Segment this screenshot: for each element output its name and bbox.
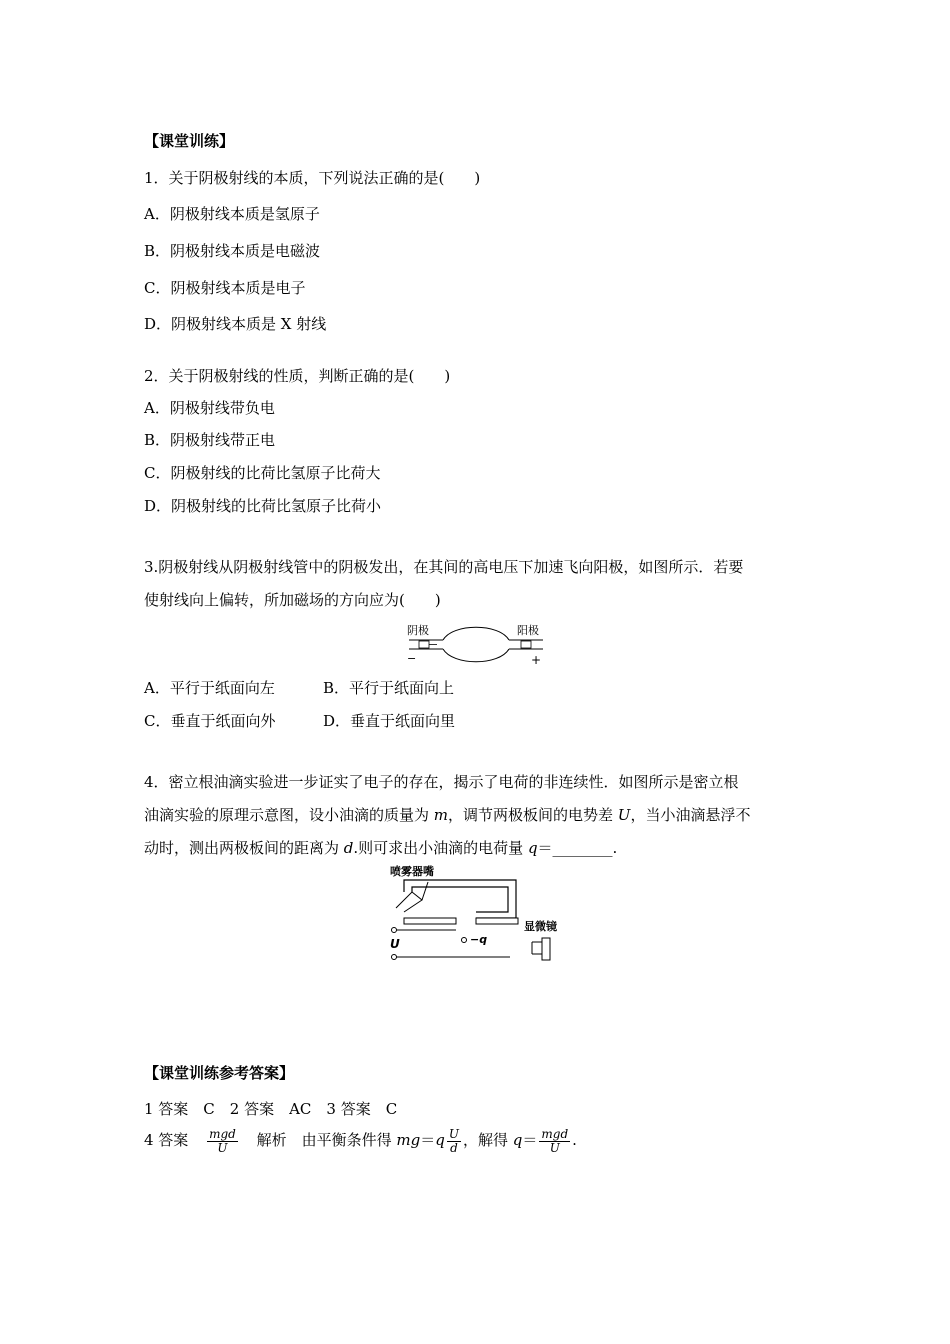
anode-label: 阳极 [517, 624, 539, 637]
fraction3-denominator: U [549, 1140, 560, 1155]
q2-option-c: C．阴极射线的比荷比氢原子比荷大 [144, 464, 381, 482]
plus-sign: + [531, 653, 542, 667]
q3-option-b: B．平行于纸面向上 [323, 679, 455, 697]
q4-var-d: d [343, 839, 354, 857]
answer4-fraction-3 [539, 1128, 570, 1155]
q4-line2-a: 油滴实验的原理示意图，设小油滴的质量为 [144, 806, 434, 824]
q3-option-a: A．平行于纸面向左 [144, 679, 275, 697]
cathode-ray-tube-figure [403, 618, 553, 668]
millikan-oil-drop-figure [384, 860, 574, 970]
answer4-q: q [435, 1131, 445, 1149]
answer4-label: 4 答案 [144, 1131, 189, 1149]
q3-stem-line2: 使射线向上偏转，所加磁场的方向应为( ) [144, 591, 441, 609]
q2-option-b: B．阴极射线带正电 [144, 431, 276, 449]
q3-stem-line1: 3.阴极射线从阴极射线管中的阴极发出，在其间的高电压下加速飞向阳极，如图所示．若要 [144, 558, 744, 576]
nozzle-label: 喷雾器嘴 [390, 865, 434, 878]
q2-option-d: D．阴极射线的比荷比氢原子比荷小 [144, 497, 382, 515]
q3-option-c: C．垂直于纸面向外 [144, 712, 276, 730]
q4-var-U: U [617, 806, 631, 824]
voltage-label: U [390, 937, 400, 951]
section-title: 【课堂训练】 [144, 132, 235, 150]
q4-line1: 4．密立根油滴实验进一步证实了电子的存在，揭示了电荷的非连续性．如图所示是密立根 [144, 773, 739, 791]
q4-line3-c: ＝________. [537, 839, 618, 857]
q2-option-a: A．阴极射线带负电 [144, 399, 275, 417]
q4-line2-c: ，当小油滴悬浮不 [630, 806, 751, 824]
q1-option-c: C．阴极射线本质是电子 [144, 279, 306, 297]
answer4-fraction-2 [447, 1128, 461, 1155]
q4-var-m: m [433, 806, 449, 824]
answer4-solve: ，解得 [462, 1131, 513, 1149]
microscope-label: 显微镜 [524, 920, 557, 933]
q4-var-q: q [527, 839, 538, 857]
fraction-numerator: mgd [209, 1126, 236, 1141]
answer4-eq: ＝ [420, 1131, 436, 1149]
q4-line3 [144, 838, 617, 858]
answer4-eq2: ＝ [522, 1131, 538, 1149]
answers-line1: 1 答案 C 2 答案 AC 3 答案 C [144, 1100, 398, 1118]
minus-sign: − [407, 652, 417, 665]
q1-option-d: D．阴极射线本质是 X 射线 [144, 315, 327, 333]
fraction2-denominator: d [450, 1140, 458, 1155]
q4-line3-b: .则可求出小油滴的电荷量 [353, 839, 528, 857]
q1-option-b: B．阴极射线本质是电磁波 [144, 242, 321, 260]
q1-stem: 1．关于阴极射线的本质，下列说法正确的是( ) [144, 169, 481, 187]
answers-title: 【课堂训练参考答案】 [144, 1064, 295, 1082]
q4-line2 [144, 805, 750, 825]
cathode-label: 阴极 [407, 624, 429, 637]
answer4-end: . [572, 1131, 577, 1149]
q4-line2-b: ，调节两极板间的电势差 [448, 806, 618, 824]
q2-stem: 2．关于阴极射线的性质，判断正确的是( ) [144, 367, 451, 385]
charge-label: −q [470, 933, 488, 946]
answers-line2 [144, 1124, 577, 1156]
answer4-mg: mg [396, 1131, 421, 1149]
fraction3-numerator: mgd [541, 1126, 569, 1141]
q4-line3-a: 动时，测出两极板间的距离为 [144, 839, 344, 857]
q1-option-a: A．阴极射线本质是氢原子 [144, 205, 320, 223]
answer4-fraction [207, 1128, 238, 1155]
fraction-denominator: U [217, 1140, 228, 1155]
fraction2-numerator: U [448, 1126, 459, 1141]
answer4-explanation: 解析 由平衡条件得 [256, 1131, 397, 1149]
answer4-q2: q [512, 1131, 523, 1149]
q3-option-d: D．垂直于纸面向里 [323, 712, 456, 730]
